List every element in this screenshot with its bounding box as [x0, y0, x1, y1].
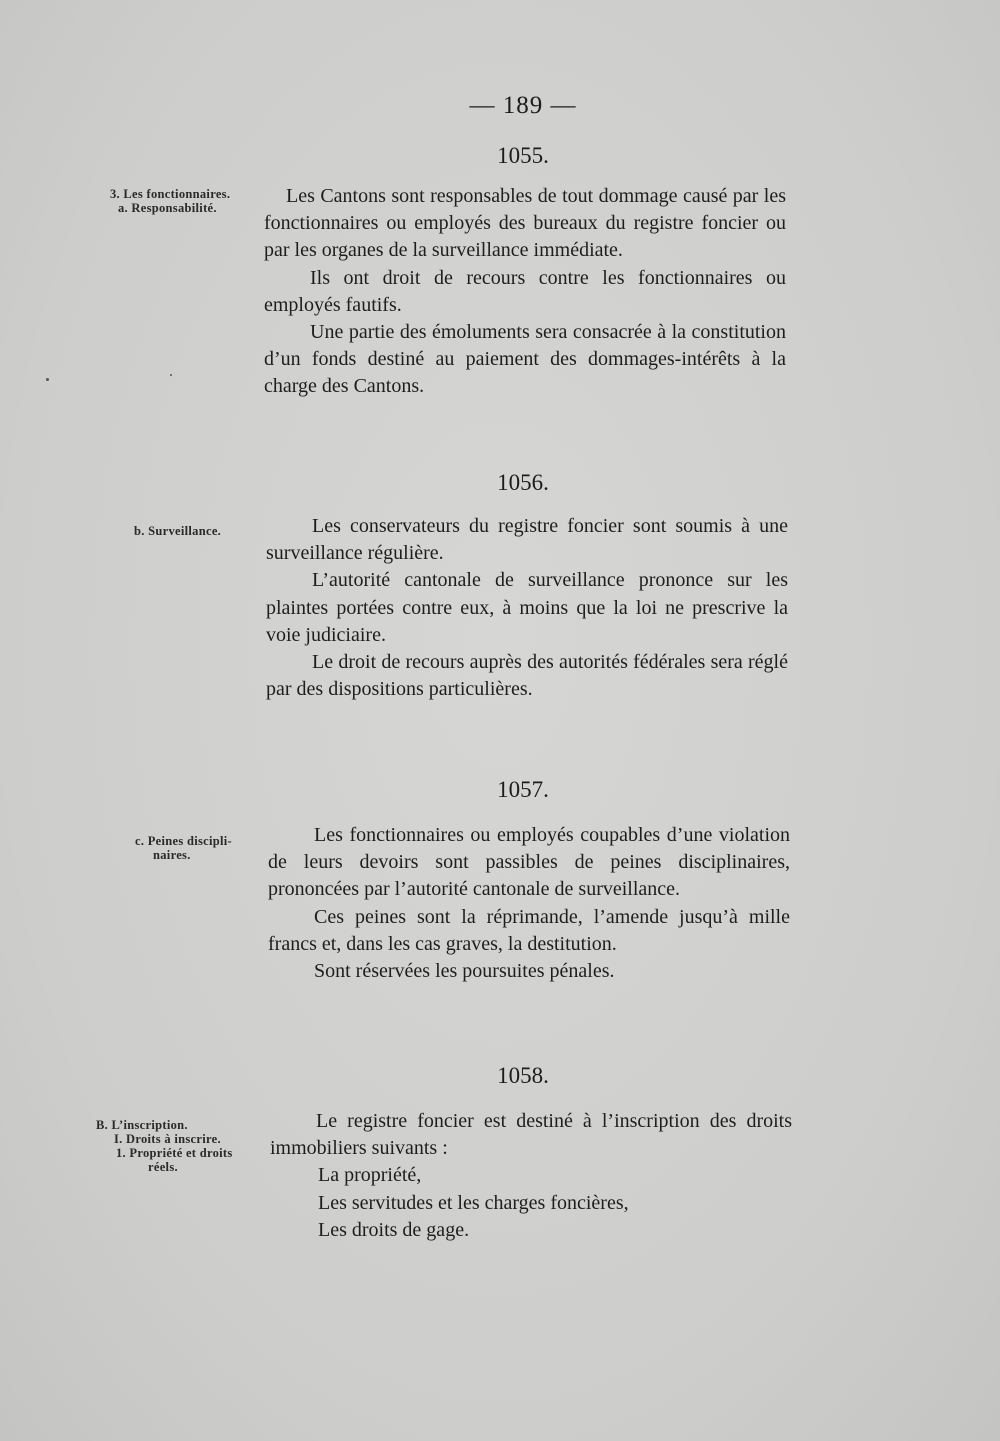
article-body-1058: [270, 1108, 792, 1244]
paragraph: Le registre foncier est destiné à l’inscription des droits immobiliers suivants :: [270, 1110, 792, 1160]
margin-note-line: I. Droits à inscrire.: [114, 1132, 221, 1146]
paragraph: Le droit de recours auprès des autorités fédérales sera réglé par des dispositions particulières.: [266, 651, 788, 701]
list-item: Les servitudes et les charges foncières,: [318, 1191, 629, 1214]
margin-note-line: naires.: [153, 848, 191, 862]
margin-note-line: a. Responsabilité.: [118, 201, 217, 215]
article-number: 1058.: [497, 1063, 549, 1088]
list-item: La propriété,: [318, 1164, 422, 1187]
paragraph: Une partie des émoluments sera consacrée à la constitution d’un fonds destiné au paiement des dommages-intérêts à la charge des Cantons.: [264, 321, 786, 398]
paragraph: Les conservateurs du registre foncier sont soumis à une surveillance régulière.: [266, 515, 788, 565]
paper-speck: [170, 374, 172, 376]
paragraph: Sont réservées les poursuites pénales.: [314, 960, 615, 983]
article-number: 1057.: [497, 777, 549, 802]
margin-note-line: 3. Les fonctionnaires.: [110, 187, 231, 201]
list-item: Les droits de gage.: [318, 1218, 470, 1241]
margin-note-line: B. L’inscription.: [96, 1118, 188, 1132]
paragraph: Ils ont droit de recours contre les fonctionnaires ou employés fautifs.: [264, 266, 786, 316]
paragraph: Les Cantons sont responsables de tout dommage causé par les fonctionnaires ou employés des bureaux du registre foncier ou par les organes de la surveillance immédiate.: [264, 185, 786, 262]
paper-speck: [46, 378, 49, 381]
article-number: 1055.: [497, 143, 549, 168]
article-body-1057: [268, 822, 790, 985]
article-number: 1056.: [497, 470, 549, 495]
margin-note-1058: [96, 1118, 266, 1174]
paragraph: Les fonctionnaires ou employés coupables d’une violation de leurs devoirs sont passibles de peines disciplinaires, prononcées par l’autorité cantonale de surveillance.: [268, 824, 790, 901]
margin-note-line: 1. Propriété et droits: [116, 1146, 233, 1160]
paragraph: Ces peines sont la réprimande, l’amende jusqu’à mille francs et, dans les cas graves, la destitution.: [268, 905, 790, 955]
article-body-1055: [264, 183, 786, 401]
margin-note-line: réels.: [148, 1160, 178, 1174]
margin-note-line: b. Surveillance.: [134, 524, 222, 538]
page-number: — 189 —: [469, 92, 577, 119]
margin-note-1055: [110, 187, 280, 215]
paragraph: L’autorité cantonale de surveillance prononce sur les plaintes portées contre eux, à moins que la loi ne prescrive la voie judiciaire.: [266, 569, 788, 646]
article-body-1056: [266, 513, 788, 703]
margin-note-line: c. Peines discipli-: [135, 834, 233, 848]
